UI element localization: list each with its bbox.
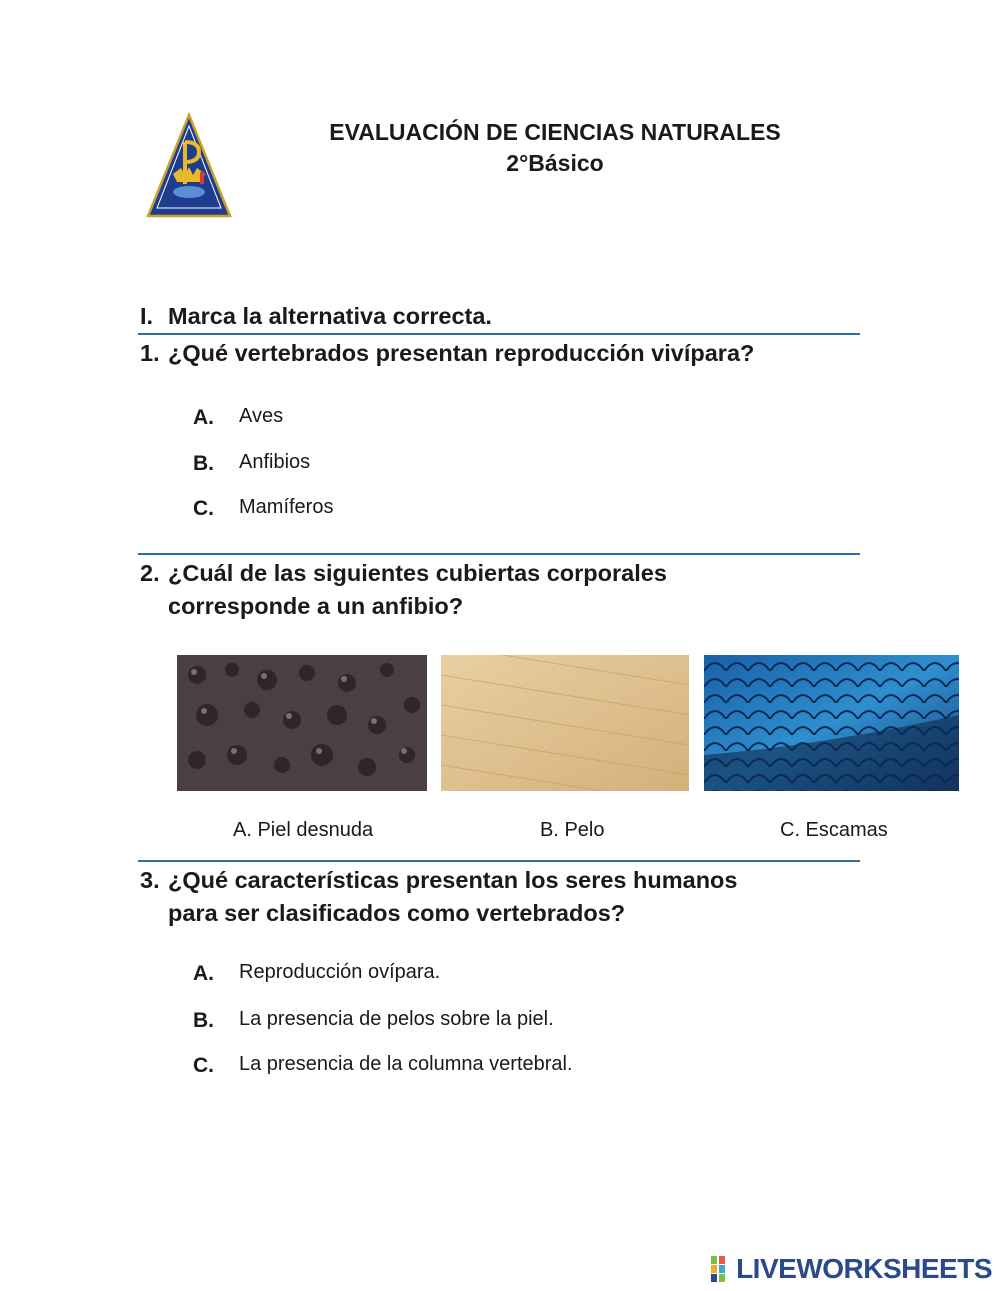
q3-text-line-1: ¿Qué características presentan los seres humanos bbox=[168, 867, 738, 893]
q3-option-a-letter[interactable]: A. bbox=[193, 962, 214, 985]
toad-skin-image bbox=[177, 655, 427, 791]
q3-text-line-2: para ser clasificados como vertebrados? bbox=[168, 900, 626, 926]
q1-option-b-letter[interactable]: B. bbox=[193, 452, 214, 475]
brand-name: LIVEWORKSHEETS bbox=[736, 1253, 992, 1284]
divider bbox=[138, 553, 860, 555]
q2-number: 2. bbox=[140, 560, 160, 586]
q1-option-c[interactable]: Mamíferos bbox=[239, 496, 334, 518]
caption-a: A. Piel desnuda bbox=[233, 819, 374, 841]
school-logo bbox=[145, 112, 233, 224]
section-title: Marca la alternativa correcta. bbox=[168, 303, 492, 329]
q1-option-a[interactable]: Aves bbox=[239, 405, 284, 427]
q1-option-a-letter[interactable]: A. bbox=[193, 406, 214, 429]
q1-option-b[interactable]: Anfibios bbox=[239, 451, 311, 473]
q3-number: 3. bbox=[140, 867, 160, 893]
divider bbox=[138, 333, 860, 335]
fish-scales-image bbox=[704, 655, 959, 791]
q3-option-c[interactable]: La presencia de la columna vertebral. bbox=[239, 1053, 573, 1075]
q3-option-b[interactable]: La presencia de pelos sobre la piel. bbox=[239, 1008, 554, 1030]
liveworksheets-brand bbox=[711, 1253, 992, 1285]
q1-option-c-letter[interactable]: C. bbox=[193, 497, 214, 520]
divider bbox=[138, 860, 860, 862]
q1-text: ¿Qué vertebrados presentan reproducción vivípara? bbox=[168, 340, 755, 366]
liveworksheets-logo-icon bbox=[711, 1256, 733, 1282]
title-line-1: EVALUACIÓN DE CIENCIAS NATURALES bbox=[329, 119, 781, 145]
q3-option-b-letter[interactable]: B. bbox=[193, 1009, 214, 1032]
caption-c: C. Escamas bbox=[780, 819, 888, 841]
q1-number: 1. bbox=[140, 340, 160, 366]
caption-b: B. Pelo bbox=[540, 819, 605, 841]
q3-option-c-letter[interactable]: C. bbox=[193, 1054, 214, 1077]
fur-image bbox=[441, 655, 689, 791]
q2-text-line-1: ¿Cuál de las siguientes cubiertas corporales bbox=[168, 560, 667, 586]
section-number: I. bbox=[140, 303, 154, 329]
q2-text-line-2: corresponde a un anfibio? bbox=[168, 593, 464, 619]
document-title bbox=[240, 117, 870, 179]
q3-option-a[interactable]: Reproducción ovípara. bbox=[239, 961, 441, 983]
title-line-2: 2°Básico bbox=[506, 150, 604, 176]
